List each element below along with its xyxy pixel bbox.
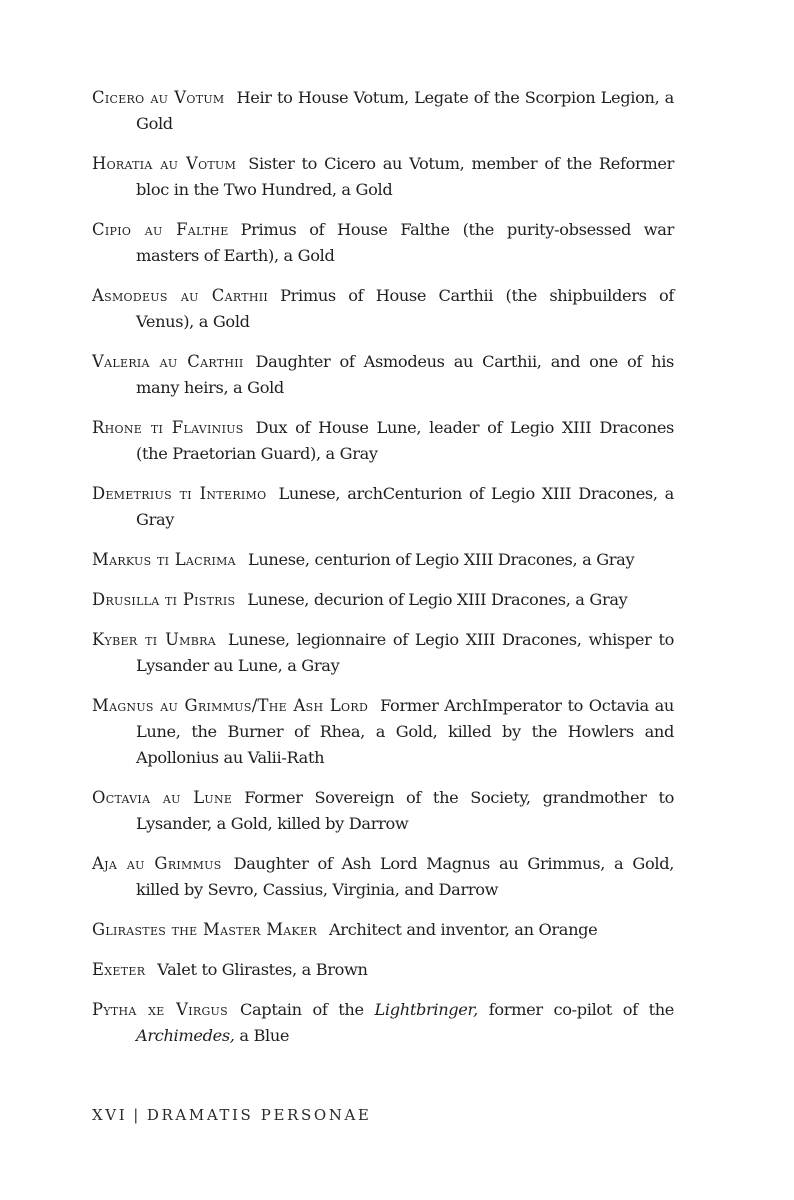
character-entry [92, 851, 674, 903]
character-entry [92, 693, 674, 771]
character-name: Drusilla ti Pistris [92, 590, 236, 609]
character-entry [92, 547, 674, 573]
character-entry [92, 917, 674, 943]
character-description: Daughter of Ash Lord Magnus au Grimmus, a Gold, killed by Sevro, Cassius, Virginia, and Darrow [136, 854, 674, 899]
character-name: Asmodeus au Carthii [92, 286, 269, 305]
footer-separator: | [133, 1106, 141, 1124]
character-description: Former ArchImperator to Octavia au Lune, the Burner of Rhea, a Gold, killed by the Howlers and Apollonius au Valii-Rath [136, 696, 674, 767]
character-entry [92, 785, 674, 837]
character-name: Rhone ti Flavinius [92, 418, 244, 437]
character-name: Horatia au Votum [92, 154, 237, 173]
character-name: Kyber ti Umbra [92, 630, 216, 649]
character-description: Valet to Glirastes, a Brown [157, 960, 368, 979]
character-name: Demetrius ti Interimo [92, 484, 267, 503]
character-name: Exeter [92, 960, 146, 979]
character-name: Octavia au Lune [92, 788, 233, 807]
character-description: Lunese, archCenturion of Legio XIII Dracones, a Gray [136, 484, 674, 529]
character-entry [92, 217, 674, 269]
description-text: Captain of the [239, 1000, 364, 1019]
character-entry [92, 957, 674, 983]
character-name: Markus ti Lacrima [92, 550, 236, 569]
character-description: Primus of House Falthe (the purity-obsessed war masters of Earth), a Gold [136, 220, 674, 265]
character-entry [92, 415, 674, 467]
character-description: Lunese, decurion of Legio XIII Dracones, a Gray [247, 590, 628, 609]
description-text: former co-pilot of the [488, 1000, 675, 1019]
character-name: Cicero au Votum [92, 88, 225, 107]
character-description: Sister to Cicero au Votum, member of the Reformer bloc in the Two Hundred, a Gold [136, 154, 674, 199]
character-entry [92, 85, 674, 137]
character-entry [92, 587, 674, 613]
character-description: Heir to House Votum, Legate of the Scorpion Legion, a Gold [136, 88, 674, 133]
section-title: DRAMATIS PERSONAE [146, 1106, 372, 1124]
character-name: Magnus au Grimmus/The Ash Lord [92, 696, 369, 715]
character-entry [92, 997, 674, 1049]
character-entry [92, 627, 674, 679]
character-name: Valeria au Carthii [92, 352, 244, 371]
page-number: XVI [92, 1106, 128, 1124]
character-description: Dux of House Lune, leader of Legio XIII Dracones (the Praetorian Guard), a Gray [136, 418, 675, 463]
character-description: Daughter of Asmodeus au Carthii, and one of his many heirs, a Gold [136, 352, 674, 397]
character-description: Lunese, legionnaire of Legio XIII Dracones, whisper to Lysander au Lune, a Gray [136, 630, 675, 675]
character-description: Former Sovereign of the Society, grandmother to Lysander, a Gold, killed by Darrow [136, 788, 674, 833]
page-footer [92, 1106, 371, 1124]
character-entry [92, 151, 674, 203]
character-description: Primus of House Carthii (the shipbuilders of Venus), a Gold [136, 286, 674, 331]
character-entry [92, 349, 674, 401]
ship-name: Archimedes, [136, 1026, 235, 1045]
ship-name: Lightbringer, [374, 1000, 478, 1019]
character-description: Lunese, centurion of Legio XIII Dracones, a Gray [247, 550, 635, 569]
character-entry [92, 283, 674, 335]
character-name: Cipio au Falthe [92, 220, 229, 239]
character-description: Architect and inventor, an Orange [328, 920, 598, 939]
dramatis-personae-list [92, 85, 674, 1063]
description-text: a Blue [239, 1026, 290, 1045]
character-name: Aja au Grimmus [92, 854, 222, 873]
character-name: Glirastes the Master Maker [92, 920, 317, 939]
character-name: Pytha xe Virgus [92, 1000, 228, 1019]
character-entry [92, 481, 674, 533]
